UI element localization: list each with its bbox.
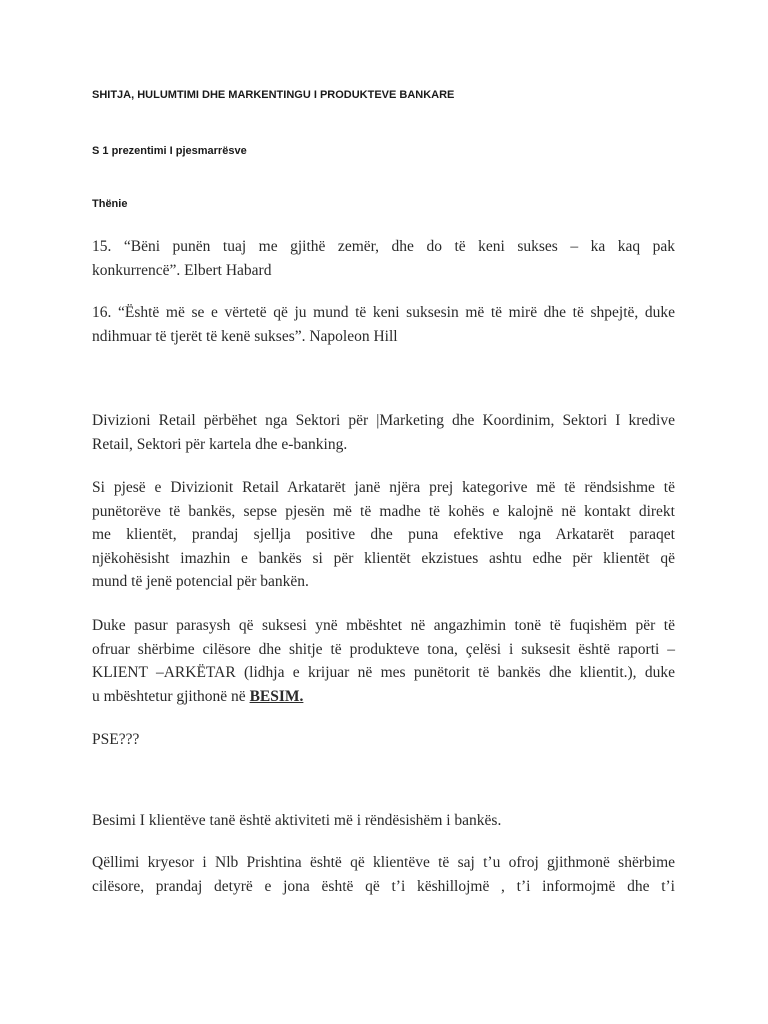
paragraph-line: Qëllimi kryesor i Nlb Prishtina është që klientëve të saj t’u ofroj gjithmonë shërbime	[92, 854, 675, 871]
document-title: SHITJA, HULUMTIMI DHE MARKENTINGU I PRODUKTEVE BANKARE	[92, 89, 455, 101]
quote-15	[92, 235, 675, 282]
paragraph-line: njëkohësisht imazhin e bankës si për klientët ekzistues ashtu edhe për klientët që	[92, 549, 675, 567]
paragraph-line: Si pjesë e Divizionit Retail Arkatarët janë njëra prej kategorive më të rëndsishme të	[92, 479, 675, 496]
quote-15-line-2: konkurrencë”. Elbert Habard	[92, 261, 272, 279]
paragraph-line: punëtorëve të bankës, sepse pjesën më të madhe të kohës e kalojnë në kontakt direkt	[92, 502, 675, 520]
paragraph-pse	[92, 728, 675, 752]
section-heading: S 1 prezentimi I pjesmarrësve	[92, 145, 247, 157]
paragraph-qellimi	[92, 851, 675, 898]
besim-emphasis: BESIM.	[249, 687, 304, 705]
paragraph-line: mund të jenë potencial për bankën.	[92, 573, 309, 590]
paragraph-line: Divizioni Retail përbëhet nga Sektori për |Marketing dhe Koordinim, Sektori I kredive	[92, 412, 675, 429]
paragraph-arkataret	[92, 476, 675, 594]
paragraph-line-prefix: u mbështetur gjithonë në	[92, 687, 250, 705]
paragraph-last-line	[92, 685, 675, 709]
paragraph-divizioni	[92, 409, 675, 456]
quote-16	[92, 301, 675, 348]
paragraph-line: ofruar shërbime cilësore dhe shitje të produkteve tona, çelësi i suksesit është raporti –	[92, 640, 675, 658]
paragraph-line: me klientët, prandaj sjellja positive dhe puna efektive nga Arkatarët paraqet	[92, 526, 675, 543]
subsection-heading: Thënie	[92, 198, 128, 210]
quote-15-line-1: 15. “Bëni punën tuaj me gjithë zemër, dhe do të keni sukses – ka kaq pak	[92, 238, 675, 255]
paragraph-line: Duke pasur parasysh që suksesi ynë mbështet në angazhimin tonë të fuqishëm për të	[92, 617, 675, 634]
quote-16-line-2: ndihmuar të tjerët të kenë sukses”. Napoleon Hill	[92, 327, 398, 345]
paragraph-besim	[92, 614, 675, 708]
paragraph-line: Retail, Sektori për kartela dhe e-banking.	[92, 435, 348, 453]
paragraph-line: PSE???	[92, 731, 140, 748]
quote-16-line-1: 16. “Është më se e vërtetë që ju mund të keni suksesin më të mirë dhe të shpejtë, duke	[92, 304, 675, 321]
paragraph-besimi	[92, 809, 675, 833]
paragraph-line: Besimi I klientëve tanë është aktiviteti më i rëndësishëm i bankës.	[92, 812, 502, 829]
paragraph-line: cilësore, prandaj detyrë e jona është që t’i këshillojmë , t’i informojmë dhe t’i	[92, 877, 675, 895]
paragraph-line: KLIENT –ARKËTAR (lidhja e krijuar në mes punëtorit të bankës dhe klientit.), duke	[92, 664, 675, 681]
